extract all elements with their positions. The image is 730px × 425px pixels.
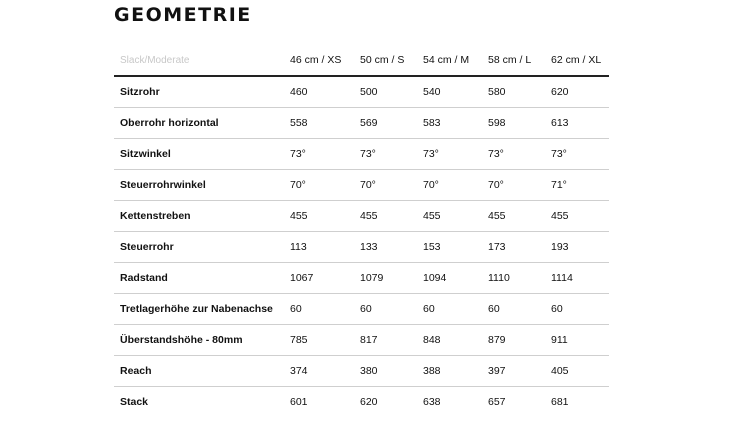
table-cell: 153 [417,232,482,263]
table-cell: 60 [354,294,417,325]
table-cell: 500 [354,76,417,108]
table-row [114,263,609,294]
table-cell: 60 [417,294,482,325]
row-label: Stack [120,396,149,408]
table-cell: 380 [354,356,417,387]
table-cell: 73° [482,139,545,170]
row-label: Oberrohr horizontal [114,108,284,139]
table-row [114,294,609,325]
table-cell: 879 [482,325,545,356]
table-cell: 397 [482,356,545,387]
table-corner-label: Slack/Moderate [114,45,284,76]
table-row [114,387,609,418]
table-cell: 1079 [354,263,417,294]
table-cell: 598 [482,108,545,139]
table-cell: 681 [551,396,569,408]
table-cell: 1094 [417,263,482,294]
table-cell: 583 [417,108,482,139]
table-cell: 848 [417,325,482,356]
table-cell: 73° [417,139,482,170]
table-cell: 70° [417,170,482,201]
table-cell: 911 [545,325,609,356]
table-cell: 73° [284,139,354,170]
table-cell: 455 [284,201,354,232]
table-row [114,108,609,139]
table-row [114,201,609,232]
table-row [114,139,609,170]
table-cell: 455 [417,201,482,232]
table-cell: 638 [423,396,441,408]
table-cell: 540 [417,76,482,108]
row-label: Steuerrohrwinkel [114,170,284,201]
table-cell: 558 [284,108,354,139]
table-cell: 70° [284,170,354,201]
table-cell: 569 [354,108,417,139]
table-cell: 133 [354,232,417,263]
table-header-row [114,45,609,76]
table-cell: 613 [545,108,609,139]
table-row [114,356,609,387]
size-column-header: 50 cm / S [354,45,417,76]
table-cell: 73° [545,139,609,170]
table-cell: 580 [482,76,545,108]
table-cell: 620 [545,76,609,108]
table-cell: 60 [284,294,354,325]
size-column-header: 58 cm / L [482,45,545,76]
row-label: Steuerrohr [114,232,284,263]
table-cell: 455 [354,201,417,232]
table-row [114,170,609,201]
table-cell: 455 [545,201,609,232]
table-cell: 173 [482,232,545,263]
table-cell: 60 [482,294,545,325]
size-column-header: 62 cm / XL [545,45,609,76]
size-column-header: 54 cm / M [417,45,482,76]
table-cell: 405 [545,356,609,387]
table-cell: 1067 [284,263,354,294]
row-label: Sitzwinkel [114,139,284,170]
table-cell: 60 [545,294,609,325]
table-cell: 455 [482,201,545,232]
table-cell: 70° [354,170,417,201]
table-cell: 601 [290,396,308,408]
table-cell: 460 [284,76,354,108]
table-row [114,76,609,108]
table-cell: 1110 [482,263,545,294]
table-cell: 374 [284,356,354,387]
row-label: Überstandshöhe - 80mm [114,325,284,356]
table-row [114,325,609,356]
geometry-table [114,45,609,417]
table-cell: 657 [488,396,506,408]
row-label: Radstand [114,263,284,294]
table-cell: 73° [354,139,417,170]
table-cell: 113 [284,232,354,263]
table-cell: 1114 [545,263,609,294]
table-cell: 620 [360,396,378,408]
row-label: Reach [114,356,284,387]
table-cell: 785 [284,325,354,356]
table-row [114,232,609,263]
row-label: Kettenstreben [114,201,284,232]
table-cell: 817 [354,325,417,356]
page-title: GEOMETRIE [114,4,252,26]
table-cell: 71° [545,170,609,201]
table-cell: 70° [482,170,545,201]
table-cell: 193 [545,232,609,263]
table-cell: 388 [417,356,482,387]
row-label: Tretlagerhöhe zur Nabenachse [114,294,284,325]
row-label: Sitzrohr [114,76,284,108]
size-column-header: 46 cm / XS [284,45,354,76]
